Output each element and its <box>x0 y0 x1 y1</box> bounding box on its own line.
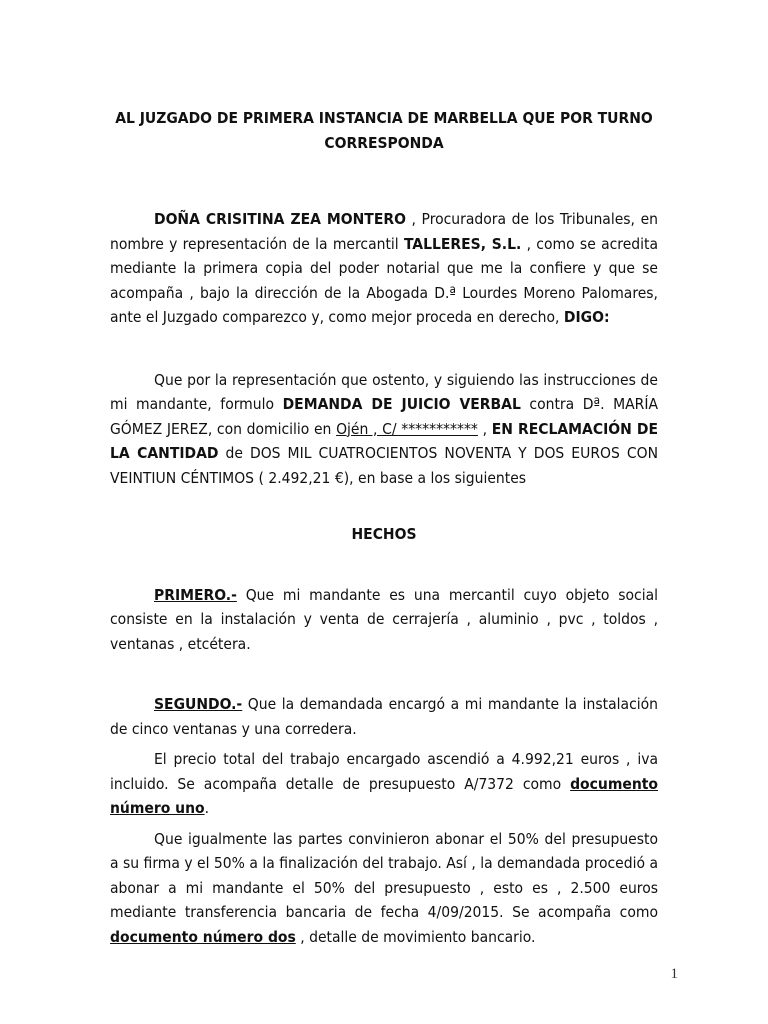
price-paragraph <box>110 747 658 821</box>
fact-primero <box>110 583 658 657</box>
reclamation-label: EN RECLAMACIÓN DE LA CANTIDAD <box>110 419 658 462</box>
claim-text-3: , <box>477 419 492 438</box>
section-title-hechos: HECHOS <box>351 525 417 543</box>
demand-type: DEMANDA DE JUICIO VERBAL <box>282 395 521 413</box>
digo-label: DIGO: <box>563 308 610 326</box>
fact-primero-text: Que mi mandante es una mercantil cuyo objeto social consiste en la instalación y venta de cerrajería , aluminio , pvc , toldos , ventanas , etcétera. <box>110 585 658 653</box>
claim-text-4: de DOS MIL CUATROCIENTOS NOVENTA Y DOS EUROS CON VEINTIUN CÉNTIMOS ( 2.492,21 €), en base a los siguientes <box>110 444 659 487</box>
page-number: 1 <box>670 966 678 982</box>
price-end: . <box>204 799 210 817</box>
court-heading <box>110 106 658 155</box>
document-body <box>110 106 658 949</box>
fact-segundo-label: SEGUNDO.- <box>154 695 243 713</box>
intro-paragraph <box>110 207 658 330</box>
payment-paragraph <box>110 827 658 950</box>
payment-text: Que igualmente las partes convinieron abonar el 50% del presupuesto a su firma y el 50% a la finalización del trabajo. Así , la demandada procedió a abonar a mi mandante el 50% del presupuesto , esto es , 2.500 euros mediante transferencia bancaria de fecha 4/09/2015. Se acompaña como <box>110 829 658 921</box>
document-two-ref: documento número dos <box>110 927 296 946</box>
fact-primero-label: PRIMERO.- <box>154 585 237 604</box>
court-heading-line-1: AL JUZGADO DE PRIMERA INSTANCIA DE MARBELLA QUE POR TURNO <box>115 109 653 127</box>
claim-text-2: contra Dª. MARÍA GÓMEZ JEREZ, con domicilio en <box>110 395 658 438</box>
fact-segundo-text: Que la demandada encargó a mi mandante la instalación de cinco ventanas y una corredera. <box>110 695 658 738</box>
defendant-address: Ojén , C/ *********** <box>336 419 478 438</box>
fact-segundo <box>110 692 658 741</box>
claim-paragraph <box>110 368 658 491</box>
claim-text-1: Que por la representación que ostento, y siguiendo las instrucciones de mi mandante, formulo <box>110 370 658 413</box>
price-text: El precio total del trabajo encargado ascendió a 4.992,21 euros , iva incluido. Se acompaña detalle de presupuesto A/7372 como <box>110 750 658 793</box>
intro-text-1: , Procuradora de los Tribunales, en nombre y representación de la mercantil <box>110 210 658 253</box>
procuradora-name: DOÑA CRISITINA ZEA MONTERO <box>154 210 406 228</box>
document-one-ref: documento número uno <box>110 774 658 817</box>
court-heading-line-2: CORRESPONDA <box>324 133 444 152</box>
payment-end: , detalle de movimiento bancario. <box>295 927 536 946</box>
intro-text-2: , como se acredita mediante la primera copia del poder notarial que me la confiere y que se acompaña , bajo la dirección de la Abogada D.ª Lourdes Moreno Palomares, ante el Juzgado comparezco y, como mejor proceda en derecho, <box>110 234 659 326</box>
company-name: TALLERES, S.L. <box>403 234 522 253</box>
